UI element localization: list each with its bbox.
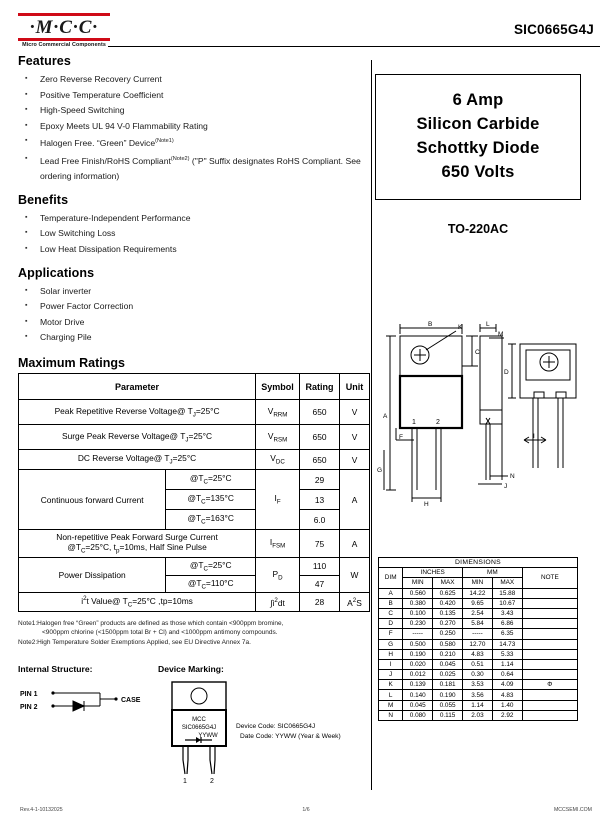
mm-min-cell: 5.84 [463, 619, 493, 629]
surge-pre: @T [67, 542, 81, 553]
dim-label-D: D [504, 369, 509, 376]
in-min-cell: 0.500 [403, 639, 433, 649]
in-min-cell: 0.139 [403, 680, 433, 690]
col-rating: Rating [300, 374, 340, 400]
logo-tagline: Micro Commercial Components [22, 42, 106, 48]
cond-sub: C [203, 478, 208, 486]
pin1-label: PIN 1 [20, 691, 38, 698]
i2t-sym-pre: ∫i [270, 597, 275, 608]
table-row [19, 470, 370, 490]
param-sub: J [169, 458, 173, 466]
dim-cell: B [379, 598, 403, 608]
symbol-cell [256, 593, 300, 611]
table-row [379, 629, 578, 639]
col-parameter: Parameter [19, 374, 256, 400]
mm-min-cell: 0.51 [463, 659, 493, 669]
dim-cell: D [379, 619, 403, 629]
dim-label-I: I [533, 433, 535, 440]
note-cell [522, 710, 577, 720]
table-row [379, 598, 578, 608]
surge-post: =10ms, Half Sine Pulse [119, 542, 207, 553]
unit-pre: A [347, 597, 353, 608]
date-code-text: Date Code: YYWW (Year & Week) [240, 733, 341, 740]
rating-cell: 75 [300, 530, 340, 558]
table-row [19, 593, 370, 611]
surge-sub2: p [116, 547, 120, 555]
mm-min-cell: 4.83 [463, 649, 493, 659]
rating-cell: 28 [300, 593, 340, 611]
symbol-cell [256, 450, 300, 470]
parameter-cell [19, 450, 256, 470]
parameter-cell [19, 425, 256, 450]
col-note: NOTE [522, 568, 577, 588]
in-max-cell: 0.135 [433, 608, 463, 618]
col-in-max: MAX [433, 578, 463, 588]
feature-text: Lead Free Finish/RoHS Compliant [40, 155, 171, 166]
mm-min-cell: 2.03 [463, 710, 493, 720]
benefits-list [18, 211, 370, 258]
applications-heading: Applications [18, 265, 95, 280]
logo-bottom-bar [18, 38, 110, 41]
features-list [18, 72, 370, 185]
max-ratings-table [18, 373, 370, 612]
list-item: ▪ Charging Pile [18, 330, 370, 346]
title-line-2: Silicon Carbide [416, 115, 540, 133]
param-tail: =25°C [188, 430, 213, 441]
note1-line2: <900ppm chlorine (<1500ppm total Br + Cl) and <1000ppm antimony compounds. [42, 629, 278, 637]
in-max-cell: 0.420 [433, 598, 463, 608]
unit-cell: W [340, 558, 370, 593]
applications-list [18, 284, 370, 346]
col-dim: DIM [379, 568, 403, 588]
in-max-cell: 0.115 [433, 710, 463, 720]
list-item: ▪ Power Factor Correction [18, 299, 370, 315]
symbol-cell [256, 530, 300, 558]
internal-structure-block [18, 664, 168, 740]
dim-label-K: K [458, 324, 463, 331]
symbol-text: I [274, 493, 277, 504]
col-in-min: MIN [403, 578, 433, 588]
unit-cell: V [340, 450, 370, 470]
case-label: CASE [121, 697, 141, 704]
param-sub: J [192, 411, 196, 419]
list-item: ▪ Low Heat Dissipation Requirements [18, 242, 370, 258]
dim-label-A: A [383, 413, 388, 420]
in-max-cell: 0.210 [433, 649, 463, 659]
parameter-cell [19, 530, 256, 558]
note-cell: Φ [522, 680, 577, 690]
param-tail: =25°C [195, 405, 220, 416]
header-divider [108, 46, 600, 47]
right-column [374, 60, 596, 236]
param-sub: J [185, 436, 189, 444]
condition-cell [166, 575, 256, 593]
param-text: DC Reverse Voltage@ T [77, 453, 170, 464]
dim-cell: H [379, 649, 403, 659]
cond-pre: @T [187, 577, 202, 588]
title-line-3: Schottky Diode [416, 139, 540, 157]
cond-pre: @T [187, 513, 202, 524]
param-text: Surge Peak Reverse Voltage@ T [62, 430, 186, 441]
note-cell [522, 598, 577, 608]
package-outline-drawing [374, 300, 589, 550]
unit-cell: A [340, 530, 370, 558]
rating-cell: 6.0 [300, 510, 340, 530]
dimensions-title-row [379, 558, 578, 568]
note1-line1: Halogen free “Green” products are defined as those which contain <900ppm bromine, [37, 619, 284, 627]
dim-cell: I [379, 659, 403, 669]
dim-label-B: B [428, 321, 433, 328]
pin-label-2: 2 [436, 419, 440, 426]
table-row [19, 558, 370, 576]
cond-sub: C [201, 583, 206, 591]
list-item: ▪ Epoxy Meets UL 94 V-0 Flammability Rating [18, 119, 370, 135]
i2t-sym-post: dt [277, 597, 285, 608]
symbol-sub: RSM [273, 436, 288, 444]
cond-post: =163°C [205, 513, 234, 524]
marking-pin-2: 2 [210, 778, 214, 785]
mm-min-cell: 0.30 [463, 670, 493, 680]
table-row [379, 639, 578, 649]
in-max-cell: 0.250 [433, 629, 463, 639]
cond-sub: C [201, 518, 206, 526]
parameter-cell: Power Dissipation [19, 558, 166, 593]
mm-max-cell: 1.14 [492, 659, 522, 669]
surge-mid: =25°C, t [85, 542, 116, 553]
mm-min-cell: 3.53 [463, 680, 493, 690]
mm-min-cell: 3.56 [463, 690, 493, 700]
col-inches: INCHES [403, 568, 463, 578]
dim-cell: F [379, 629, 403, 639]
table-row [19, 530, 370, 558]
in-min-cell: 0.045 [403, 700, 433, 710]
mm-min-cell: 2.54 [463, 608, 493, 618]
dim-cell: G [379, 639, 403, 649]
list-item: ▪ Motor Drive [18, 315, 370, 331]
cond-post: =25°C [207, 473, 232, 484]
symbol-cell [256, 558, 300, 593]
i2t-pre: i [81, 596, 84, 607]
cond-sub: C [203, 565, 208, 573]
symbol-text: V [267, 430, 274, 441]
max-ratings-heading: Maximum Ratings [18, 356, 125, 371]
note-cell [522, 690, 577, 700]
dim-cell: N [379, 710, 403, 720]
list-item: ▪ Positive Temperature Coefficient [18, 88, 370, 104]
mm-max-cell: 2.92 [492, 710, 522, 720]
symbol-text: I [269, 537, 273, 548]
benefits-heading: Benefits [18, 192, 69, 207]
condition-cell [166, 510, 256, 530]
list-item: ▪ Low Switching Loss [18, 226, 370, 242]
symbol-text: V [267, 405, 274, 416]
dim-label-H: H [424, 501, 429, 508]
logo-wordmark: ·M·C·C· [29, 17, 99, 38]
in-max-cell: 0.055 [433, 700, 463, 710]
mm-max-cell: 6.86 [492, 619, 522, 629]
symbol-sub: DC [275, 458, 285, 466]
mark-line-1: MCC [192, 717, 206, 723]
mm-min-cell: 12.70 [463, 639, 493, 649]
table-row [379, 700, 578, 710]
unit-cell [340, 593, 370, 611]
symbol-sub: D [278, 574, 283, 582]
title-line-1: 6 Amp [452, 91, 504, 109]
in-min-cell: 0.380 [403, 598, 433, 608]
surge-line1: Non-repetitive Peak Forward Surge Current [56, 532, 218, 543]
parameter-cell: Continuous forward Current [19, 470, 166, 530]
mm-max-cell: 3.43 [492, 608, 522, 618]
rating-cell: 650 [300, 400, 340, 425]
in-min-cell: 0.080 [403, 710, 433, 720]
pin2-label: PIN 2 [20, 704, 38, 711]
revision-text: Rev.4-1-10132025 [20, 807, 63, 813]
in-max-cell: 0.625 [433, 588, 463, 598]
cond-post: =110°C [205, 577, 234, 588]
col-symbol: Symbol [256, 374, 300, 400]
page-number: 1/6 [302, 807, 310, 813]
in-max-cell: 0.045 [433, 659, 463, 669]
i2t-sym-sup: 2 [274, 596, 278, 604]
unit-post: S [356, 597, 362, 608]
condition-cell [166, 490, 256, 510]
unit-sup: 2 [352, 596, 357, 604]
unit-cell: A [340, 470, 370, 530]
rating-cell: 47 [300, 575, 340, 593]
mm-max-cell: 4.09 [492, 680, 522, 690]
cond-post: =25°C [207, 560, 232, 571]
feature-tail: ("P" Suffix designates RoHS Compliant. See ordering information) [40, 155, 361, 182]
note-cell [522, 700, 577, 710]
table-row [379, 710, 578, 720]
mm-max-cell: 1.40 [492, 700, 522, 710]
symbol-sub: F [276, 498, 281, 506]
symbol-sub: FSM [272, 542, 286, 550]
note1-label: Note1: [18, 619, 38, 627]
pin-label-1: 1 [412, 419, 416, 426]
dimensions-table [378, 557, 578, 721]
parameter-cell [19, 400, 256, 425]
cond-pre: @T [189, 473, 204, 484]
unit-cell: V [340, 425, 370, 450]
symbol-cell [256, 425, 300, 450]
in-max-cell: 0.181 [433, 680, 463, 690]
dim-cell: J [379, 670, 403, 680]
table-row [379, 608, 578, 618]
dimensions-table-wrap [378, 557, 578, 721]
package-name: TO-220AC [447, 222, 509, 236]
dim-cell: L [379, 690, 403, 700]
table-row [379, 619, 578, 629]
device-marking-block [158, 664, 388, 786]
table-row [379, 670, 578, 680]
dim-label-J: J [504, 483, 508, 490]
page-header [0, 0, 612, 52]
in-max-cell: 0.580 [433, 639, 463, 649]
mark-line-3: YYWW [198, 733, 218, 739]
cond-post: =135°C [205, 493, 234, 504]
dimensions-group-header [379, 568, 578, 578]
list-item: ▪ High-Speed Switching [18, 103, 370, 119]
table-row [379, 649, 578, 659]
rating-cell: 110 [300, 558, 340, 576]
i2t-mid: t Value@ T [86, 596, 128, 607]
note-1 [18, 619, 370, 629]
note-cell [522, 649, 577, 659]
mm-max-cell: 4.83 [492, 690, 522, 700]
surge-sub: C [80, 547, 86, 555]
title-line-4: 650 Volts [441, 163, 515, 181]
in-min-cell: 0.100 [403, 608, 433, 618]
note-cell [522, 670, 577, 680]
condition-cell [166, 558, 256, 576]
in-min-cell: 0.012 [403, 670, 433, 680]
feature-text: Halogen Free. “Green” Device [40, 138, 156, 149]
rating-cell: 650 [300, 425, 340, 450]
mm-max-cell: 10.67 [492, 598, 522, 608]
mm-min-cell: 1.14 [463, 700, 493, 710]
col-mm-max: MAX [492, 578, 522, 588]
note-cell [522, 629, 577, 639]
note-cell [522, 619, 577, 629]
symbol-cell [256, 470, 300, 530]
in-min-cell: 0.190 [403, 649, 433, 659]
i2t-sub: C [127, 601, 133, 609]
mm-max-cell: 15.88 [492, 588, 522, 598]
footnotes [18, 619, 370, 648]
mcc-logo [18, 13, 110, 48]
mm-min-cell: 14.22 [463, 588, 493, 598]
symbol-cell [256, 400, 300, 425]
list-item [18, 134, 370, 151]
note-cell [522, 588, 577, 598]
dim-cell: M [379, 700, 403, 710]
mm-max-cell: 5.33 [492, 649, 522, 659]
table-row [379, 659, 578, 669]
table-row [379, 588, 578, 598]
device-marking-heading: Device Marking: [158, 664, 224, 674]
table-row [19, 400, 370, 425]
note-ref: (Note1) [155, 138, 174, 145]
dim-label-C: C [475, 349, 480, 356]
device-code-text: Device Code: SIC0665G4J [236, 723, 316, 730]
mark-line-2: SIC0665G4J [181, 725, 217, 731]
in-max-cell: 0.270 [433, 619, 463, 629]
table-header-row [19, 374, 370, 400]
symbol-sub: RRM [273, 411, 288, 419]
rating-cell: 13 [300, 490, 340, 510]
in-max-cell: 0.025 [433, 670, 463, 680]
product-title-box [375, 74, 581, 200]
marking-pin-1: 1 [183, 778, 187, 785]
website-text: MCCSEMI.COM [553, 807, 592, 813]
dim-label-G: G [377, 467, 383, 474]
in-min-cell: 0.230 [403, 619, 433, 629]
condition-cell [166, 470, 256, 490]
note-cell [522, 659, 577, 669]
list-item [18, 152, 370, 185]
note-cell [522, 639, 577, 649]
dim-label-N: N [510, 473, 515, 480]
part-number: SIC0665G4J [513, 22, 594, 37]
col-mm-min: MIN [463, 578, 493, 588]
dim-label-F: F [399, 434, 403, 441]
cond-pre: @T [189, 560, 204, 571]
mm-max-cell: 6.35 [492, 629, 522, 639]
param-tail: =25°C [172, 453, 197, 464]
param-text: Peak Repetitive Reverse Voltage@ T [54, 405, 193, 416]
table-row [379, 680, 578, 690]
table-row [19, 450, 370, 470]
table-row [19, 425, 370, 450]
cond-pre: @T [187, 493, 202, 504]
mm-max-cell: 0.64 [492, 670, 522, 680]
dim-cell: K [379, 680, 403, 690]
mm-min-cell: 9.65 [463, 598, 493, 608]
list-item: ▪ Zero Reverse Recovery Current [18, 72, 370, 88]
note-2: Note2:High Temperature Solder Exemptions Applied, see EU Directive Annex 7a. [18, 639, 251, 647]
list-item: ▪ Temperature-Independent Performance [18, 211, 370, 227]
parameter-cell [19, 593, 256, 611]
symbol-text: V [270, 453, 276, 464]
cond-sub: C [201, 498, 206, 506]
dim-cell: C [379, 608, 403, 618]
internal-structure-heading: Internal Structure: [18, 664, 93, 674]
col-mm: MM [463, 568, 523, 578]
in-min-cell: 0.560 [403, 588, 433, 598]
table-row [379, 690, 578, 700]
left-column [18, 54, 370, 648]
note-cell [522, 608, 577, 618]
rating-cell: 650 [300, 450, 340, 470]
in-min-cell: ----- [403, 629, 433, 639]
list-item: ▪ Solar inverter [18, 284, 370, 300]
in-max-cell: 0.190 [433, 690, 463, 700]
i2t-post: =25°C ,tp=10ms [132, 596, 193, 607]
device-marking-drawing [158, 678, 388, 786]
symbol-text: P [272, 568, 279, 579]
in-min-cell: 0.140 [403, 690, 433, 700]
mm-min-cell: ----- [463, 629, 493, 639]
features-heading: Features [18, 54, 71, 68]
rating-cell: 29 [300, 470, 340, 490]
internal-structure-schematic [18, 680, 158, 740]
dimensions-title: DIMENSIONS [379, 558, 578, 568]
note-ref: (Note2) [170, 155, 190, 162]
unit-cell: V [340, 400, 370, 425]
i2t-sup: 2 [83, 595, 87, 603]
dim-label-M: M [498, 331, 504, 338]
in-min-cell: 0.020 [403, 659, 433, 669]
mm-max-cell: 14.73 [492, 639, 522, 649]
dim-cell: A [379, 588, 403, 598]
col-unit: Unit [340, 374, 370, 400]
dim-label-L: L [486, 321, 490, 328]
